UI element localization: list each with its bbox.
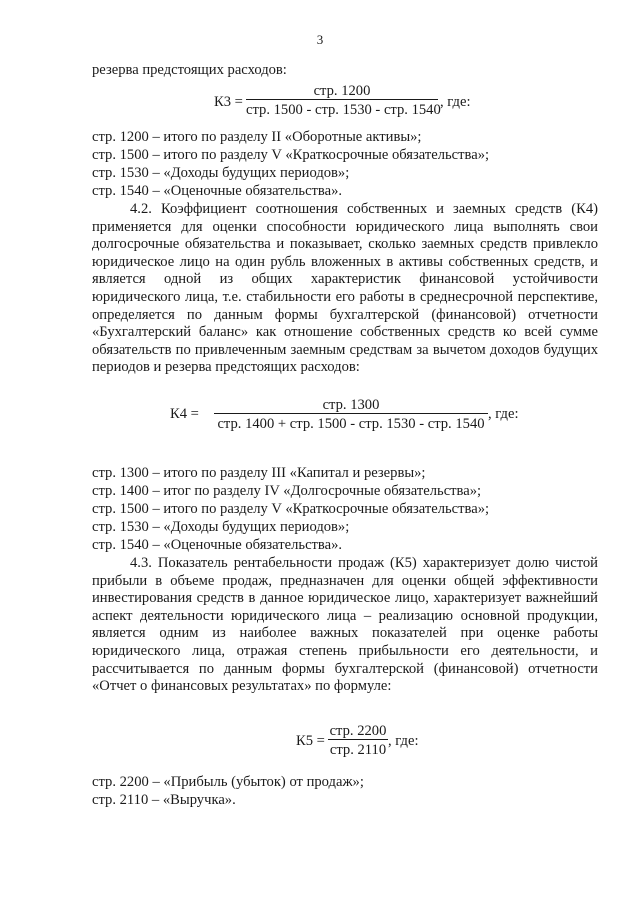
paragraph-4-2 (92, 201, 598, 377)
formula-k3-tail: , где: (440, 94, 471, 110)
k4-def-line: стр. 1300 – итого по разделу III «Капитал и резервы»; (92, 465, 426, 481)
paragraph-4-3 (92, 555, 598, 696)
formula-k3-denominator: стр. 1500 - стр. 1530 - стр. 1540 (246, 102, 441, 118)
formula-k3-numerator: стр. 1200 (313, 83, 371, 99)
k4-def-line: стр. 1530 – «Доходы будущих периодов»; (92, 519, 350, 535)
formula-k5-lhs: К5 = (296, 733, 325, 749)
formula-k4-lhs: К4 = (170, 406, 199, 422)
k3-def-line: стр. 1540 – «Оценочные обязательства». (92, 183, 343, 199)
formula-k4-bar (214, 413, 488, 414)
k5-def-line: стр. 2110 – «Выручка». (92, 792, 236, 808)
k3-def-line: стр. 1530 – «Доходы будущих периодов»; (92, 165, 350, 181)
paragraph-4-2-text: 4.2. Коэффициент соотношения собственных и заемных средств (К4) применяется для оценки способности юридического лица выполнять свои долгосрочные обязательства и показывает, сколько заемных средств привлекло юридическое лицо на один рубль вложенных в активы собственных средств, и является одной из общих характеристик финансовой устойчивости юридического лица, т.е. стабильности его работы в среднесрочной перспективе, определяется по данным формы бухгалтерской (финансовой) отчетности «Бухгалтерский баланс» как отношение собственных средств ко всей сумме обязательств по привлеченным заемным средствам за вычетом доходов будущих периодов и резерва предстоящих расходов: (92, 201, 598, 376)
formula-k5-denominator: стр. 2110 (329, 742, 387, 758)
k5-def-line: стр. 2200 – «Прибыль (убыток) от продаж»; (92, 774, 364, 790)
formula-k5-bar (328, 739, 388, 740)
k3-def-line: стр. 1200 – итого по разделу II «Оборотные активы»; (92, 129, 422, 145)
intro-line: резерва предстоящих расходов: (92, 62, 287, 78)
page-number: 3 (316, 32, 324, 47)
formula-k5-tail: , где: (388, 733, 419, 749)
formula-k5-numerator: стр. 2200 (329, 723, 387, 739)
formula-k4-numerator: стр. 1300 (322, 397, 380, 413)
formula-k4-denominator: стр. 1400 + стр. 1500 - стр. 1530 - стр. 1540 (217, 416, 485, 432)
k4-def-line: стр. 1540 – «Оценочные обязательства». (92, 537, 343, 553)
k3-def-line: стр. 1500 – итого по разделу V «Краткосрочные обязательства»; (92, 147, 490, 163)
k4-def-line: стр. 1500 – итого по разделу V «Краткосрочные обязательства»; (92, 501, 490, 517)
formula-k3-bar (246, 99, 438, 100)
k4-def-line: стр. 1400 – итог по разделу IV «Долгосрочные обязательства»; (92, 483, 482, 499)
formula-k4-tail: , где: (488, 406, 519, 422)
paragraph-4-3-text: 4.3. Показатель рентабельности продаж (К5) характеризует долю чистой прибыли в объеме продаж, предназначен для оценки общей эффективности инвестирования средств в данное юридическое лицо, характеризует важнейший аспект деятельности юридического лица – реализацию основной продукции, является одним из наиболее важных показателей при оценке работы юридического лица, отражая степень прибыльности его деятельности, и рассчитывается по данным формы бухгалтерской (финансовой) отчетности «Отчет о финансовых результатах» по формуле: (92, 555, 598, 695)
formula-k3-lhs: К3 = (214, 94, 243, 110)
